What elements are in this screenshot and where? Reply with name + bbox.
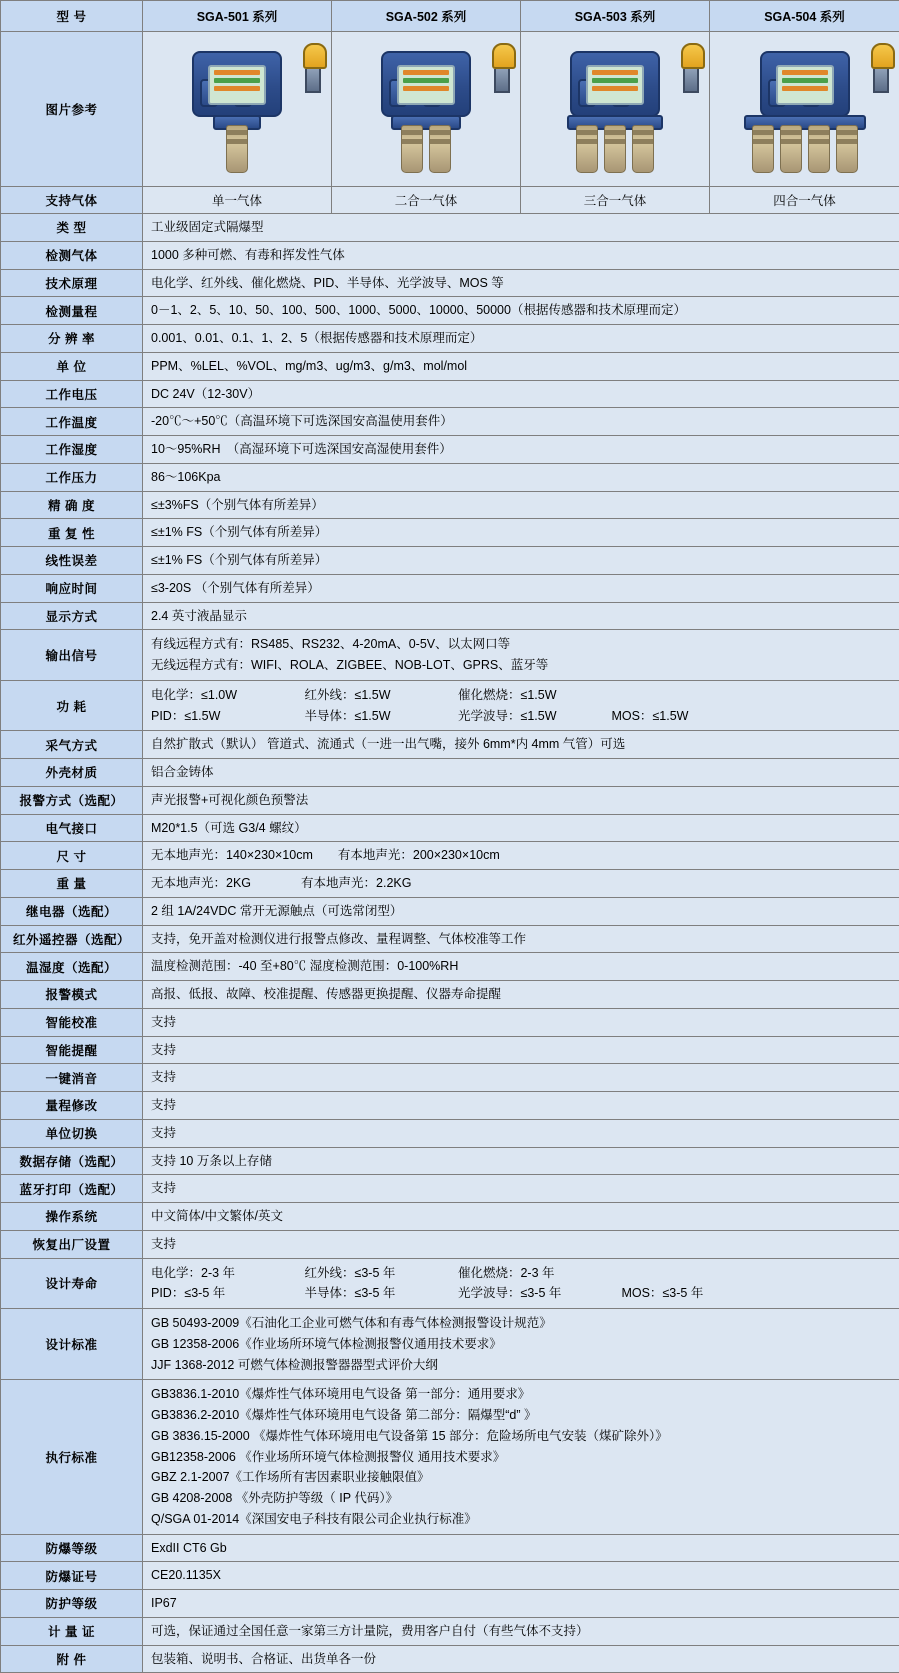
row-label-exec-standard: 执行标准 bbox=[1, 1380, 143, 1534]
device-image-502 bbox=[332, 32, 521, 187]
table-row bbox=[1, 380, 899, 408]
table-row bbox=[1, 759, 899, 787]
row-value: ExdII CT6 Gb bbox=[143, 1534, 899, 1562]
row-label: 技术原理 bbox=[1, 269, 143, 297]
table-row-output-signal bbox=[1, 630, 899, 681]
exec-standard-item: GBZ 2.1-2007《工作场所有害因素职业接触限值》 bbox=[151, 1467, 891, 1488]
table-row bbox=[1, 463, 899, 491]
row-label: 温湿度（选配） bbox=[1, 953, 143, 981]
table-row bbox=[1, 214, 899, 242]
table-row bbox=[1, 491, 899, 519]
row-label: 智能校准 bbox=[1, 1008, 143, 1036]
table-row bbox=[1, 1008, 899, 1036]
row-value: 包装箱、说明书、合格证、出货单各一份 bbox=[143, 1645, 899, 1673]
table-row bbox=[1, 953, 899, 981]
table-row bbox=[1, 436, 899, 464]
lifetime-item-name: MOS： bbox=[621, 1286, 662, 1300]
table-row bbox=[1, 602, 899, 630]
lifetime-item-name: 电化学： bbox=[151, 1266, 201, 1280]
row-value: ≤±3%FS（个别气体有所差异） bbox=[143, 491, 899, 519]
row-value: 无本地声光：140×230×10cm 有本地声光：200×230×10cm bbox=[143, 842, 899, 870]
row-label: 分 辨 率 bbox=[1, 325, 143, 353]
power-item-name: 红外线： bbox=[304, 688, 354, 702]
table-row bbox=[1, 269, 899, 297]
row-label: 防护等级 bbox=[1, 1590, 143, 1618]
row-label-lifetime: 设计寿命 bbox=[1, 1258, 143, 1309]
power-item-name: 光学波导： bbox=[458, 709, 521, 723]
gas-detector-illustration-3 bbox=[525, 37, 705, 182]
table-row bbox=[1, 786, 899, 814]
row-label-image-reference: 图片参考 bbox=[1, 32, 143, 187]
row-label: 精 确 度 bbox=[1, 491, 143, 519]
power-item-name: 电化学： bbox=[151, 688, 201, 702]
row-value: CE20.1135X bbox=[143, 1562, 899, 1590]
table-row bbox=[1, 241, 899, 269]
lifetime-item-name: 催化燃烧： bbox=[458, 1266, 521, 1280]
power-item-value: ≤1.5W bbox=[652, 709, 688, 723]
row-label: 报警方式（选配） bbox=[1, 786, 143, 814]
lifetime-item-name: 红外线： bbox=[304, 1266, 354, 1280]
row-value: 支持 bbox=[143, 1008, 899, 1036]
exec-standard-item: GB12358-2006 《作业场所环境气体检测报警仪 通用技术要求》 bbox=[151, 1447, 891, 1468]
row-value: 0.001、0.01、0.1、1、2、5（根据传感器和技术原理而定） bbox=[143, 325, 899, 353]
output-signal-wired: 有线远程方式有：RS485、RS232、4-20mA、0-5V、以太网口等 bbox=[151, 634, 891, 655]
row-label-design-standard: 设计标准 bbox=[1, 1309, 143, 1380]
row-label: 单 位 bbox=[1, 352, 143, 380]
power-item-value: ≤1.0W bbox=[201, 688, 237, 702]
table-row bbox=[1, 981, 899, 1009]
row-value: 工业级固定式隔爆型 bbox=[143, 214, 899, 242]
row-label: 单位切换 bbox=[1, 1119, 143, 1147]
table-row bbox=[1, 842, 899, 870]
row-label: 重 复 性 bbox=[1, 519, 143, 547]
lifetime-line-1 bbox=[151, 1263, 891, 1284]
row-value-lifetime bbox=[143, 1258, 899, 1309]
row-value: 中文简体/中文繁体/英文 bbox=[143, 1203, 899, 1231]
row-label: 采气方式 bbox=[1, 731, 143, 759]
row-label: 计 量 证 bbox=[1, 1617, 143, 1645]
row-value: 无本地声光：2KG 有本地声光：2.2KG bbox=[143, 870, 899, 898]
lifetime-item-value: 2-3 年 bbox=[201, 1266, 235, 1280]
row-label: 数据存储（选配） bbox=[1, 1147, 143, 1175]
table-row bbox=[1, 1590, 899, 1618]
table-row bbox=[1, 297, 899, 325]
row-label: 工作温度 bbox=[1, 408, 143, 436]
lifetime-item-name: 半导体： bbox=[304, 1286, 354, 1300]
row-label: 恢复出厂设置 bbox=[1, 1230, 143, 1258]
device-image-501 bbox=[143, 32, 332, 187]
table-row bbox=[1, 1562, 899, 1590]
power-item-name: MOS： bbox=[611, 709, 652, 723]
row-value: 86～106Kpa bbox=[143, 463, 899, 491]
lifetime-item-value: ≤3-5 年 bbox=[355, 1266, 396, 1280]
gas-detector-illustration-2 bbox=[336, 37, 516, 182]
lifetime-line-2 bbox=[151, 1283, 891, 1304]
row-value: ≤±1% FS（个别气体有所差异） bbox=[143, 519, 899, 547]
row-value-exec-standard bbox=[143, 1380, 899, 1534]
alarm-lamp-icon bbox=[303, 43, 323, 91]
alarm-lamp-icon bbox=[492, 43, 512, 91]
row-label: 电气接口 bbox=[1, 814, 143, 842]
row-label: 检测量程 bbox=[1, 297, 143, 325]
power-item-value: ≤1.5W bbox=[355, 688, 391, 702]
row-value: 2 组 1A/24VDC 常开无源触点（可选常闭型） bbox=[143, 897, 899, 925]
row-value: ≤3-20S （个别气体有所差异） bbox=[143, 574, 899, 602]
table-row bbox=[1, 731, 899, 759]
table-row bbox=[1, 519, 899, 547]
output-signal-wireless: 无线远程方式有：WIFI、ROLA、ZIGBEE、NOB-LOT、GPRS、蓝牙等 bbox=[151, 655, 891, 676]
table-row bbox=[1, 1645, 899, 1673]
row-label: 显示方式 bbox=[1, 602, 143, 630]
row-value: -20℃～+50℃（高温环境下可选深国安高温使用套件） bbox=[143, 408, 899, 436]
row-value: 支持 bbox=[143, 1175, 899, 1203]
row-value-design-standard bbox=[143, 1309, 899, 1380]
table-row-gas-support bbox=[1, 187, 899, 214]
row-value: 高报、低报、故障、校准提醒、传感器更换提醒、仪器寿命提醒 bbox=[143, 981, 899, 1009]
row-label: 工作湿度 bbox=[1, 436, 143, 464]
table-row-power bbox=[1, 680, 899, 731]
row-label: 防爆证号 bbox=[1, 1562, 143, 1590]
exec-standard-item: GB 4208-2008 《外壳防护等级（ IP 代码）》 bbox=[151, 1488, 891, 1509]
row-label: 操作系统 bbox=[1, 1203, 143, 1231]
table-row bbox=[1, 925, 899, 953]
table-row bbox=[1, 325, 899, 353]
gas-detector-illustration-1 bbox=[147, 37, 327, 182]
table-row-design-standard bbox=[1, 1309, 899, 1380]
row-label-output-signal: 输出信号 bbox=[1, 630, 143, 681]
row-value: PPM、%LEL、%VOL、mg/m3、ug/m3、g/m3、mol/mol bbox=[143, 352, 899, 380]
device-image-504 bbox=[710, 32, 899, 187]
exec-standard-item: GB3836.2-2010《爆炸性气体环境用电气设备 第二部分：隔爆型“d” 》 bbox=[151, 1405, 891, 1426]
power-line-2 bbox=[151, 706, 891, 727]
power-line-1 bbox=[151, 685, 891, 706]
power-item-value: ≤1.5W bbox=[184, 709, 220, 723]
table-row-exec-standard bbox=[1, 1380, 899, 1534]
row-label: 外壳材质 bbox=[1, 759, 143, 787]
row-label: 一键消音 bbox=[1, 1064, 143, 1092]
row-value-power bbox=[143, 680, 899, 731]
exec-standard-item: Q/SGA 01-2014《深国安电子科技有限公司企业执行标准》 bbox=[151, 1509, 891, 1530]
lifetime-item-value: ≤3-5 年 bbox=[520, 1286, 561, 1300]
row-value: 铝合金铸体 bbox=[143, 759, 899, 787]
row-value: 支持 bbox=[143, 1119, 899, 1147]
row-label: 类 型 bbox=[1, 214, 143, 242]
row-label-power: 功 耗 bbox=[1, 680, 143, 731]
row-value: M20*1.5（可选 G3/4 螺纹） bbox=[143, 814, 899, 842]
row-value: 支持 bbox=[143, 1036, 899, 1064]
table-row bbox=[1, 1617, 899, 1645]
table-row bbox=[1, 408, 899, 436]
row-value: ≤±1% FS（个别气体有所差异） bbox=[143, 547, 899, 575]
design-standard-item: GB 12358-2006《作业场所环境气体检测报警仪通用技术要求》 bbox=[151, 1334, 891, 1355]
table-row bbox=[1, 352, 899, 380]
table-row bbox=[1, 547, 899, 575]
table-row-images bbox=[1, 32, 899, 187]
row-value: 支持 bbox=[143, 1230, 899, 1258]
row-label: 工作压力 bbox=[1, 463, 143, 491]
row-label-model: 型 号 bbox=[1, 1, 143, 32]
row-value: 2.4 英寸液晶显示 bbox=[143, 602, 899, 630]
row-label: 线性误差 bbox=[1, 547, 143, 575]
table-row bbox=[1, 1092, 899, 1120]
table-row bbox=[1, 1230, 899, 1258]
row-label: 检测气体 bbox=[1, 241, 143, 269]
lifetime-item-value: ≤3-5 年 bbox=[355, 1286, 396, 1300]
row-value: IP67 bbox=[143, 1590, 899, 1618]
lifetime-item-name: PID： bbox=[151, 1286, 184, 1300]
table-row bbox=[1, 870, 899, 898]
row-value: 0－1、2、5、10、50、100、500、1000、5000、10000、50000（根据传感器和技术原理而定） bbox=[143, 297, 899, 325]
row-value: DC 24V（12-30V） bbox=[143, 380, 899, 408]
lifetime-item-value: ≤3-5 年 bbox=[662, 1286, 703, 1300]
lifetime-item-value: ≤3-5 年 bbox=[184, 1286, 225, 1300]
model-501: SGA-501 系列 bbox=[143, 1, 332, 32]
power-item-name: 半导体： bbox=[304, 709, 354, 723]
row-value: 支持 bbox=[143, 1092, 899, 1120]
exec-standard-item: GB 3836.15-2000 《爆炸性气体环境用电气设备第 15 部分：危险场所电气安装（煤矿除外）》 bbox=[151, 1426, 891, 1447]
gas-support-501: 单一气体 bbox=[143, 187, 332, 214]
alarm-lamp-icon bbox=[871, 43, 891, 91]
gas-support-504: 四合一气体 bbox=[710, 187, 899, 214]
row-label: 量程修改 bbox=[1, 1092, 143, 1120]
row-label: 智能提醒 bbox=[1, 1036, 143, 1064]
exec-standard-item: GB3836.1-2010《爆炸性气体环境用电气设备 第一部分：通用要求》 bbox=[151, 1384, 891, 1405]
table-row bbox=[1, 1064, 899, 1092]
row-value: 10～95%RH （高湿环境下可选深国安高湿使用套件） bbox=[143, 436, 899, 464]
power-item-value: ≤1.5W bbox=[520, 709, 556, 723]
table-row bbox=[1, 814, 899, 842]
row-label: 蓝牙打印（选配） bbox=[1, 1175, 143, 1203]
row-value: 电化学、红外线、催化燃烧、PID、半导体、光学波导、MOS 等 bbox=[143, 269, 899, 297]
power-item-name: PID： bbox=[151, 709, 184, 723]
table-row-model bbox=[1, 1, 899, 32]
row-value: 支持，免开盖对检测仪进行报警点修改、量程调整、气体校准等工作 bbox=[143, 925, 899, 953]
table-row bbox=[1, 1036, 899, 1064]
table-row bbox=[1, 1534, 899, 1562]
row-label: 附 件 bbox=[1, 1645, 143, 1673]
row-label: 报警模式 bbox=[1, 981, 143, 1009]
table-row bbox=[1, 897, 899, 925]
row-label: 继电器（选配） bbox=[1, 897, 143, 925]
lifetime-item-name: 光学波导： bbox=[458, 1286, 521, 1300]
row-value: 声光报警+可视化颜色预警法 bbox=[143, 786, 899, 814]
table-row bbox=[1, 1147, 899, 1175]
gas-support-503: 三合一气体 bbox=[521, 187, 710, 214]
row-label: 重 量 bbox=[1, 870, 143, 898]
gas-detector-illustration-4 bbox=[715, 37, 895, 182]
model-504: SGA-504 系列 bbox=[710, 1, 899, 32]
model-502: SGA-502 系列 bbox=[332, 1, 521, 32]
row-value: 支持 10 万条以上存储 bbox=[143, 1147, 899, 1175]
row-label-gas-support: 支持气体 bbox=[1, 187, 143, 214]
table-row bbox=[1, 1175, 899, 1203]
row-label: 尺 寸 bbox=[1, 842, 143, 870]
row-value: 可选，保证通过全国任意一家第三方计量院，费用客户自付（有些气体不支持） bbox=[143, 1617, 899, 1645]
row-value: 支持 bbox=[143, 1064, 899, 1092]
row-label: 防爆等级 bbox=[1, 1534, 143, 1562]
row-label: 工作电压 bbox=[1, 380, 143, 408]
row-value: 1000 多种可燃、有毒和挥发性气体 bbox=[143, 241, 899, 269]
alarm-lamp-icon bbox=[681, 43, 701, 91]
power-item-name: 催化燃烧： bbox=[458, 688, 521, 702]
design-standard-item: JJF 1368-2012 可燃气体检测报警器器型式评价大纲 bbox=[151, 1355, 891, 1376]
design-standard-item: GB 50493-2009《石油化工企业可燃气体和有毒气体检测报警设计规范》 bbox=[151, 1313, 891, 1334]
row-value-output-signal bbox=[143, 630, 899, 681]
row-value: 温度检测范围：-40 至+80℃ 湿度检测范围：0-100%RH bbox=[143, 953, 899, 981]
device-image-503 bbox=[521, 32, 710, 187]
row-label: 红外遥控器（选配） bbox=[1, 925, 143, 953]
row-label: 响应时间 bbox=[1, 574, 143, 602]
table-row-lifetime bbox=[1, 1258, 899, 1309]
model-503: SGA-503 系列 bbox=[521, 1, 710, 32]
row-value: 自然扩散式（默认） 管道式、流通式（一进一出气嘴，接外 6mm*内 4mm 气管）可选 bbox=[143, 731, 899, 759]
table-row bbox=[1, 574, 899, 602]
table-row bbox=[1, 1203, 899, 1231]
lifetime-item-value: 2-3 年 bbox=[520, 1266, 554, 1280]
power-item-value: ≤1.5W bbox=[355, 709, 391, 723]
gas-support-502: 二合一气体 bbox=[332, 187, 521, 214]
table-row bbox=[1, 1119, 899, 1147]
power-item-value: ≤1.5W bbox=[520, 688, 556, 702]
